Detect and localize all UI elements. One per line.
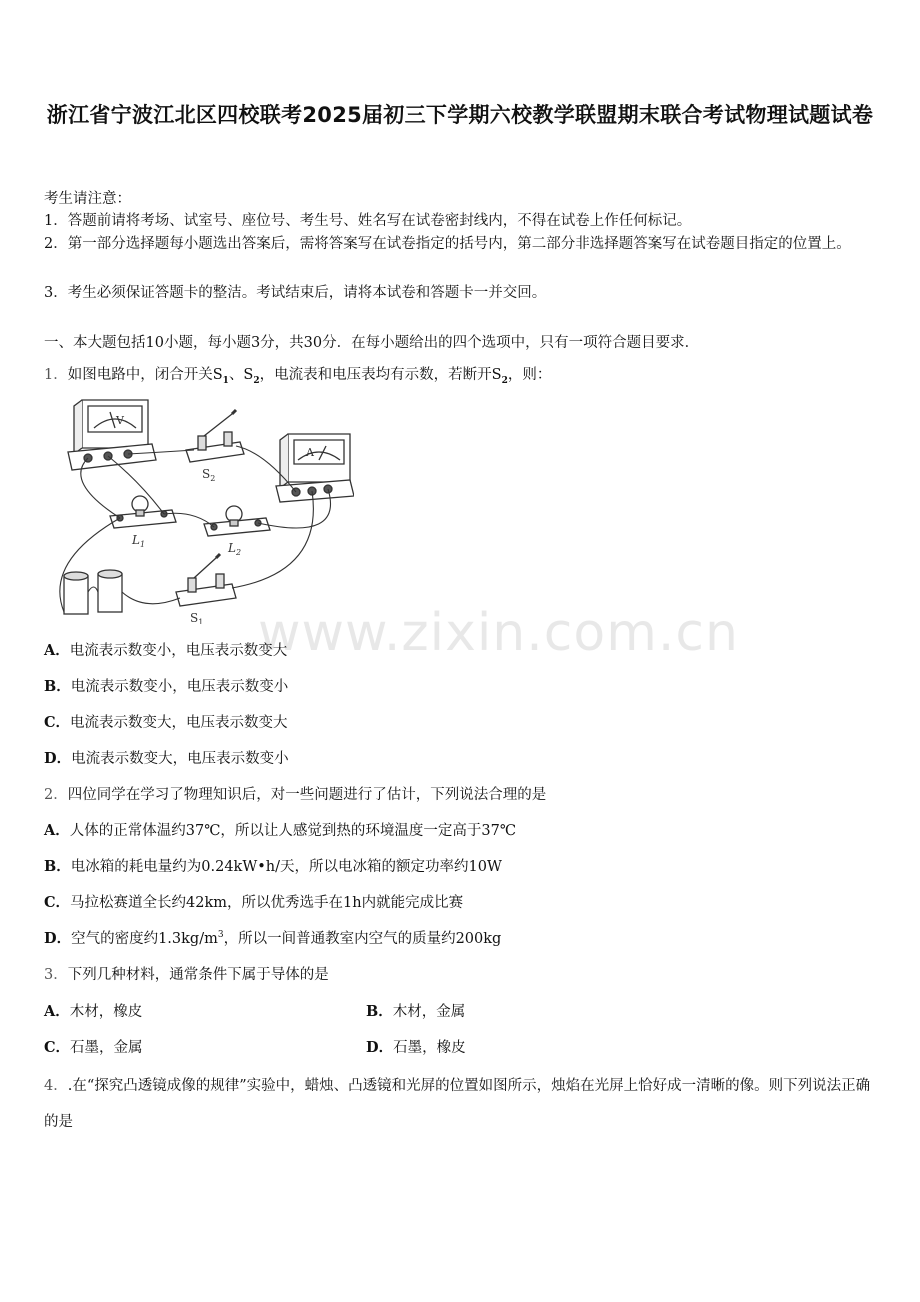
s2-label: S [202, 467, 211, 481]
q1-option-b: B．电流表示数变小，电压表示数变小 [44, 678, 289, 695]
svg-text:L2: $L_2$ [228, 541, 242, 557]
q3-option-b: B．木材，金属 [366, 1003, 466, 1020]
question-4-stem: 4．.在“探究凸透镜成像的规律”实验中，蜡烛、凸透镜和光屏的位置如图所示，烛焰在光屏上恰好成一清晰的像。则下列说法正确的是 [44, 1078, 871, 1130]
switch-s1 [176, 554, 236, 624]
q3-option-a: A．木材，橡皮 [44, 1003, 143, 1020]
battery [64, 570, 122, 614]
question-2-stem: 2．四位同学在学习了物理知识后，对一些问题进行了估计，下列说法合理的是 [44, 787, 547, 803]
q2-option-d: D．空气的密度约$1.3kg/m^3$，所以一间普通教室内空气的质量约200kg [44, 930, 502, 947]
s1-label: S [190, 611, 199, 624]
l1-label: L [132, 533, 140, 547]
q2-option-b: B．电冰箱的耗电量约为0.24kW•h/天，所以电冰箱的额定功率约10W [44, 858, 502, 875]
bulb-l1 [110, 496, 176, 549]
svg-text:S1: $S_1$ [190, 611, 204, 624]
bulb-l2 [204, 506, 270, 557]
q1-option-a: A．电流表示数变小，电压表示数变大 [44, 642, 288, 659]
svg-text:L1: $L_1$ [132, 533, 146, 549]
voltmeter-label: V [116, 414, 124, 427]
q3-option-d: D．石墨，橡皮 [366, 1039, 466, 1056]
q3-option-c: C．石墨，金属 [44, 1039, 143, 1056]
notice-heading: 考生请注意： [44, 191, 131, 207]
question-1-stem: 1．如图电路中，闭合开关$S_1$、$S_2$，电流表和电压表均有示数，若断开$S_2$，则： [44, 367, 552, 386]
notice-item-3: 3．考生必须保证答题卡的整洁。考试结束后，请将本试卷和答题卡一并交回。 [44, 285, 547, 301]
circuit-diagram [44, 392, 354, 624]
svg-text:S2: $S_2$ [202, 467, 216, 483]
q1-option-d: D．电流表示数变大，电压表示数变小 [44, 750, 289, 767]
section-heading: 一、本大题包括10小题，每小题3分，共30分．在每小题给出的四个选项中，只有一项符合题目要求． [44, 335, 700, 351]
q2-option-a: A．人体的正常体温约37℃，所以让人感觉到热的环境温度一定高于37℃ [44, 822, 517, 839]
q2-option-c: C．马拉松赛道全长约42km，所以优秀选手在1h内就能完成比赛 [44, 894, 464, 911]
ammeter [276, 434, 354, 502]
ammeter-label: A [306, 446, 314, 459]
question-number: 1． [44, 367, 68, 383]
question-3-stem: 3．下列几种材料，通常条件下属于导体的是 [44, 967, 329, 983]
notice-item-2: 2．第一部分选择题每小题选出答案后，需将答案写在试卷指定的括号内，第二部分非选择题答案写在试卷题目指定的位置上。 [44, 236, 851, 252]
l2-label: L [228, 541, 236, 555]
page-title: 浙江省宁波江北区四校联考2025届初三下学期六校教学联盟期末联合考试物理试题试卷 [46, 103, 874, 127]
q1-option-c: C．电流表示数变大，电压表示数变大 [44, 714, 288, 731]
watermark: www.zixin.com.cn [258, 603, 739, 663]
notice-item-1: 1．答题前请将考场、试室号、座位号、考生号、姓名写在试卷密封线内，不得在试卷上作任何标记。 [44, 213, 692, 229]
switch-s2 [186, 410, 244, 483]
